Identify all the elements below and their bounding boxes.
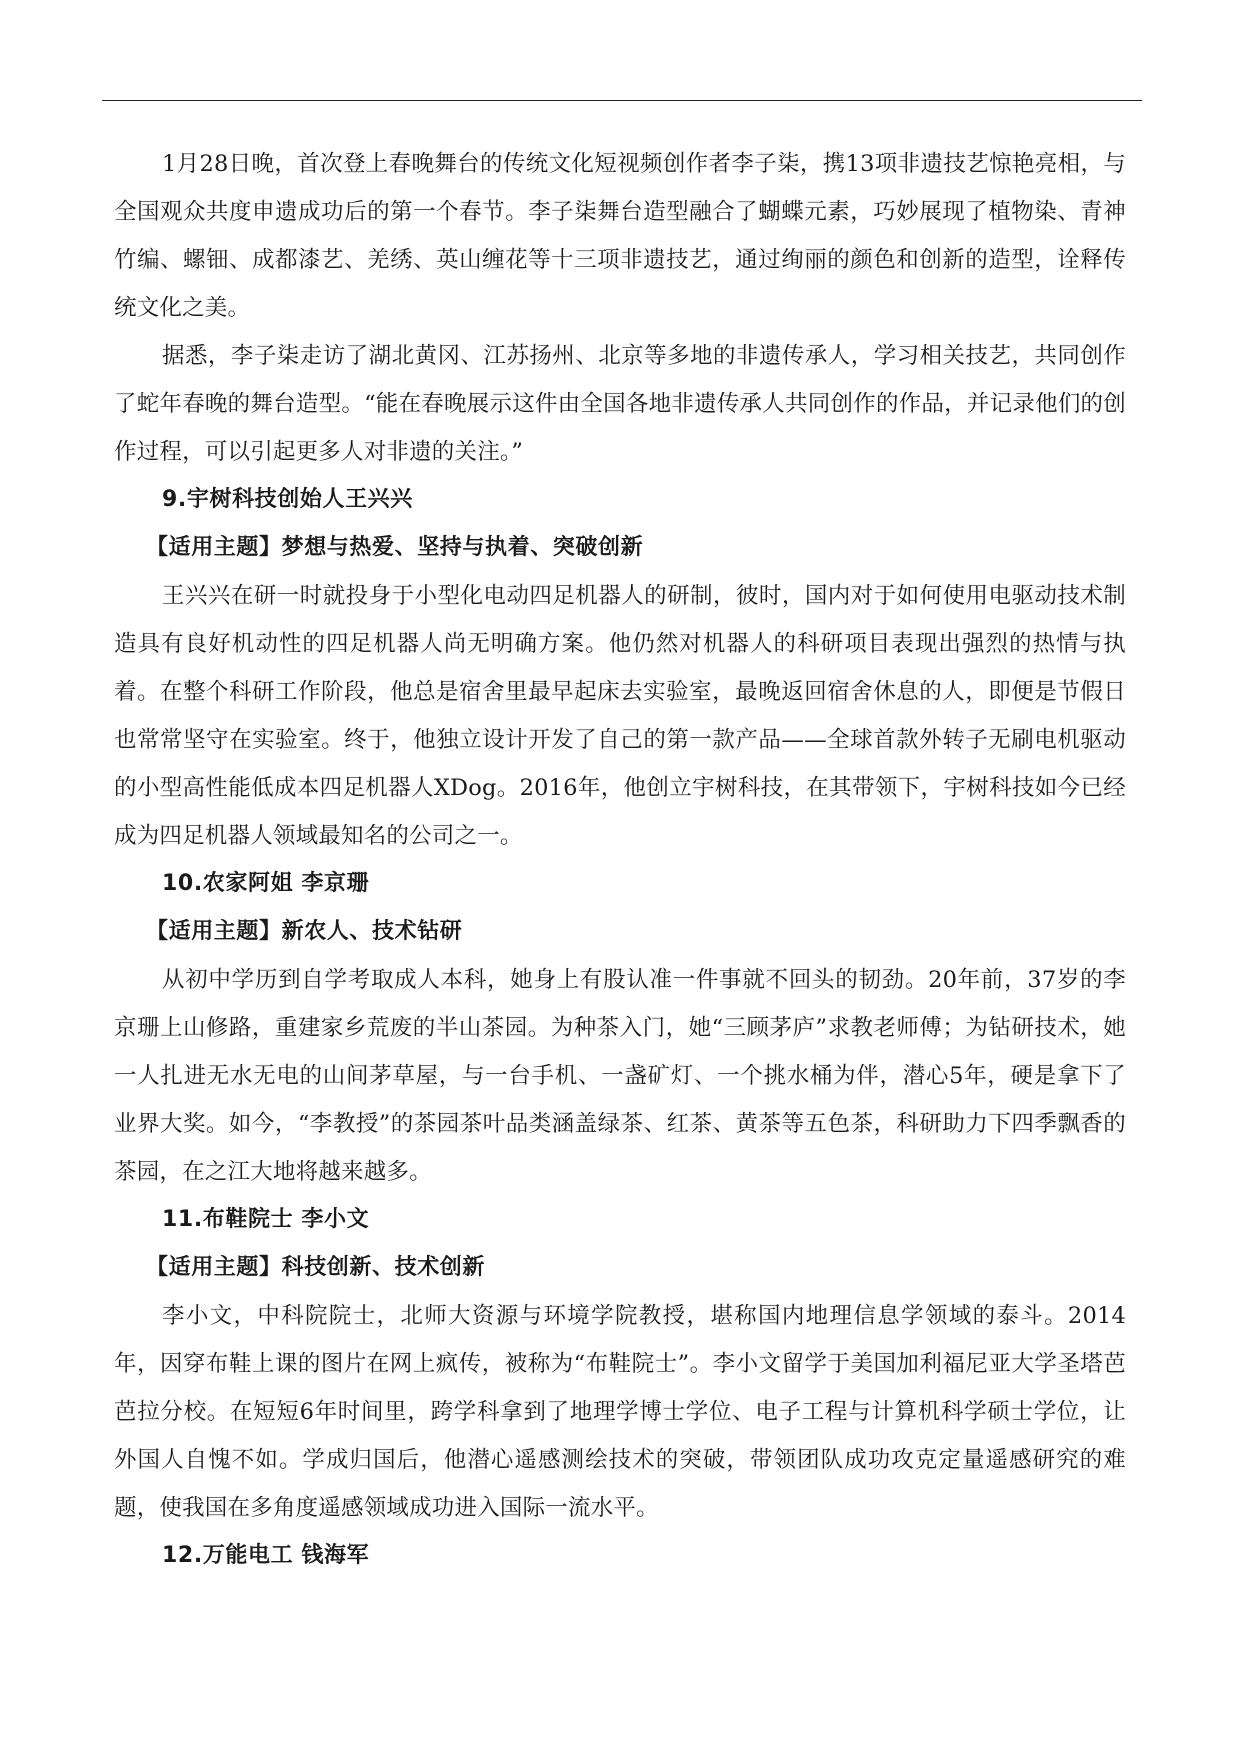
section-heading-wang-xingxing: 9.宇树科技创始人王兴兴 — [162, 487, 413, 512]
paragraph-li-ziqi-1: 1月28日晚，首次登上春晚舞台的传统文化短视频创作者李子柒，携13项非遗技艺惊艳亮相，与全国观众共度申遗成功后的第一个春节。李子柒舞台造型融合了蝴蝶元素，巧妙展现了植物染、青神竹编、螺钿、成都漆艺、羌绣、英山缠花等十三项非遗技艺，通过绚丽的颜色和创新的造型，诠释传统文化之美。 — [114, 151, 1126, 321]
section-heading-qian-haijun: 12.万能电工 钱海军 — [162, 1543, 370, 1568]
section-theme-li-xiaowen: 【适用主题】科技创新、技术创新 — [146, 1255, 486, 1280]
section-heading-li-xiaowen: 11.布鞋院士 李小文 — [162, 1207, 370, 1232]
section-body-wang-xingxing: 王兴兴在研一时就投身于小型化电动四足机器人的研制，彼时，国内对于如何使用电驱动技术制造具有良好机动性的四足机器人尚无明确方案。他仍然对机器人的科研项目表现出强烈的热情与执着。在整个科研工作阶段，他总是宿舍里最早起床去实验室，最晚返回宿舍休息的人，即便是节假日也常常坚守在实验室。终于，他独立设计开发了自己的第一款产品——全球首款外转子无刷电机驱动的小型高性能低成本四足机器人XDog。2016年，他创立宇树科技，在其带领下，宇树科技如今已经成为四足机器人领域最知名的公司之一。 — [114, 583, 1126, 849]
section-body-li-xiaowen: 李小文，中科院院士，北师大资源与环境学院教授，堪称国内地理信息学领域的泰斗。2014年，因穿布鞋上课的图片在网上疯传，被称为“布鞋院士”。李小文留学于美国加利福尼亚大学圣塔芭芭拉分校。在短短6年时间里，跨学科拿到了地理学博士学位、电子工程与计算机科学硕士学位，让外国人自愧不如。学成归国后，他潜心遥感测绘技术的突破，带领团队成功攻克定量遥感研究的难题，使我国在多角度遥感领域成功进入国际一流水平。 — [114, 1303, 1126, 1521]
document-body — [114, 140, 1126, 1580]
paragraph-li-ziqi-2: 据悉，李子柒走访了湖北黄冈、江苏扬州、北京等多地的非遗传承人，学习相关技艺，共同创作了蛇年春晚的舞台造型。“能在春晚展示这件由全国各地非遗传承人共同创作的作品，并记录他们的创作过程，可以引起更多人对非遗的关注。” — [114, 343, 1126, 465]
section-theme-li-jingshan: 【适用主题】新农人、技术钻研 — [146, 919, 463, 944]
section-body-li-jingshan: 从初中学历到自学考取成人本科，她身上有股认准一件事就不回头的韧劲。20年前，37岁的李京珊上山修路，重建家乡荒废的半山茶园。为种茶入门，她“三顾茅庐”求教老师傅；为钻研技术，她一人扎进无水无电的山间茅草屋，与一台手机、一盏矿灯、一个挑水桶为伴，潜心5年，硬是拿下了业界大奖。如今，“李教授”的茶园茶叶品类涵盖绿茶、红茶、黄茶等五色茶，科研助力下四季飘香的茶园，在之江大地将越来越多。 — [114, 967, 1126, 1185]
header-rule — [102, 100, 1142, 101]
section-theme-wang-xingxing: 【适用主题】梦想与热爱、坚持与执着、突破创新 — [146, 535, 644, 560]
section-heading-li-jingshan: 10.农家阿姐 李京珊 — [162, 871, 370, 896]
